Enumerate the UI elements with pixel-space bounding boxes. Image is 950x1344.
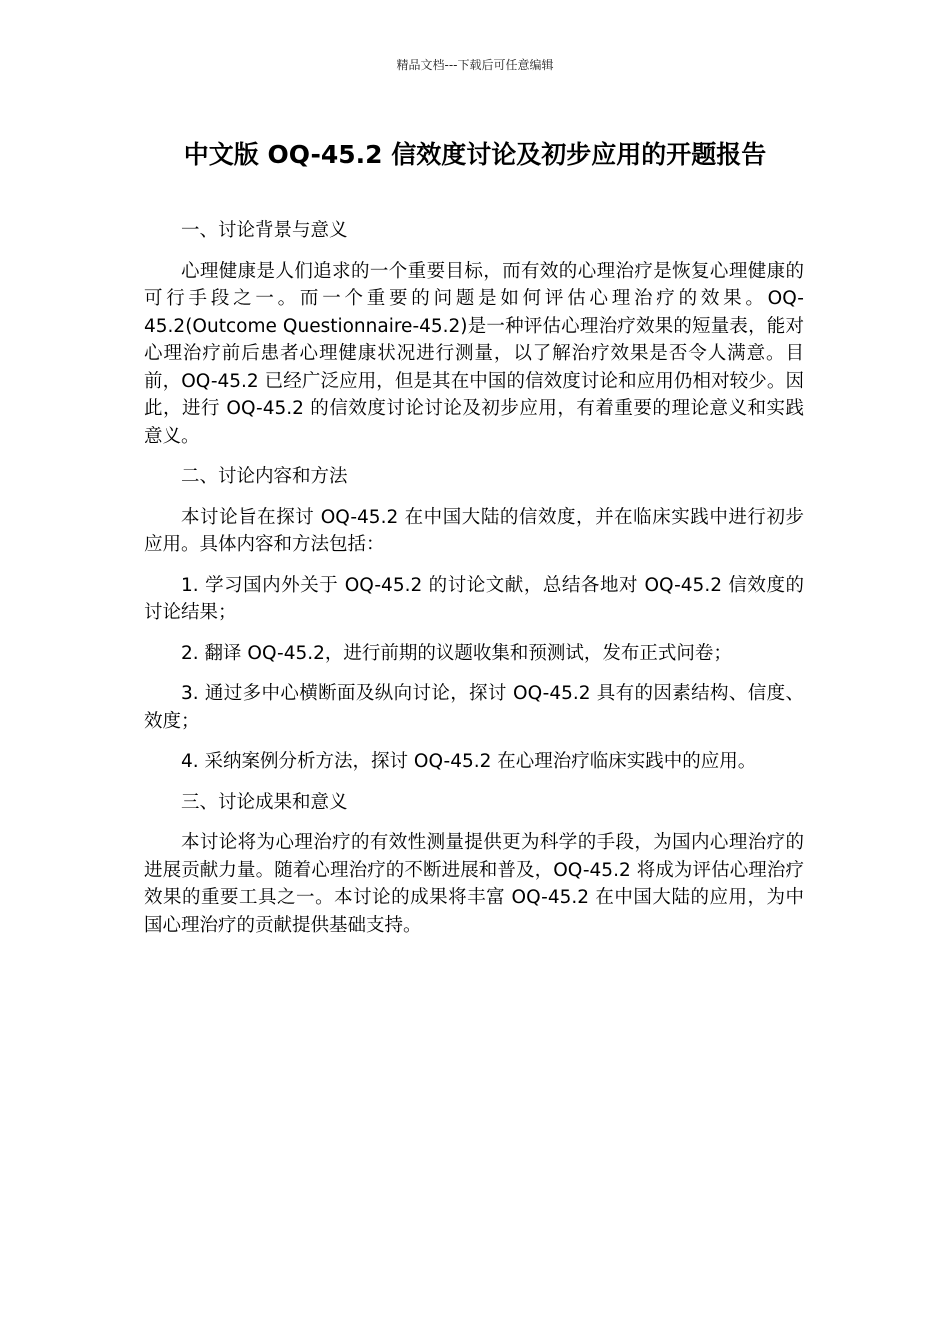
list-item-1: 1. 学习国内外关于 OQ-45.2 的讨论文献，总结各地对 OQ-45.2 信效度的讨论结果； xyxy=(144,574,804,623)
paragraph-background: 心理健康是人们追求的一个重要目标，而有效的心理治疗是恢复心理健康的可行手段之一。而一个重要的问题是如何评估心理治疗的效果。OQ-45.2(Outcome Questionnaire-45.2)是一种评估心理治疗效果的短量表，能对心理治疗前后患者心理健康状况进行测量，以了解治疗效果是否令人满意。目前，OQ-45.2 已经广泛应用，但是其在中国的信效度讨论和应用仍相对较少。因此，进行 OQ-45.2 的信效度讨论讨论及初步应用，有着重要的理论意义和实践意义。 xyxy=(144,260,804,447)
list-item-4: 4. 采纳案例分析方法，探讨 OQ-45.2 在心理治疗临床实践中的应用。 xyxy=(181,751,757,772)
list-item-2: 2. 翻译 OQ-45.2，进行前期的议题收集和预测试，发布正式问卷； xyxy=(181,642,732,664)
paragraph-content-intro: 本讨论旨在探讨 OQ-45.2 在中国大陆的信效度，并在临床实践中进行初步应用。具体内容和方法包括： xyxy=(144,506,804,555)
list-item-3: 3. 通过多中心横断面及纵向讨论，探讨 OQ-45.2 具有的因素结构、信度、效度； xyxy=(144,683,804,732)
section-heading-outcomes: 三、讨论成果和意义 xyxy=(181,791,348,813)
section-heading-content-methods: 二、讨论内容和方法 xyxy=(181,466,348,487)
paragraph-outcomes: 本讨论将为心理治疗的有效性测量提供更为科学的手段，为国内心理治疗的进展贡献力量。随着心理治疗的不断进展和普及，OQ-45.2 将成为评估心理治疗效果的重要工具之一。本讨论的成果将丰富 OQ-45.2 在中国大陆的应用，为中国心理治疗的贡献提供基础支持。 xyxy=(144,832,804,936)
document-title: 中文版 OQ-45.2 信效度讨论及初步应用的开题报告 xyxy=(183,140,767,169)
document-body xyxy=(144,217,804,952)
section-heading-background: 一、讨论背景与意义 xyxy=(181,220,348,241)
header-note: 精品文档---下载后可任意编辑 xyxy=(396,58,554,72)
